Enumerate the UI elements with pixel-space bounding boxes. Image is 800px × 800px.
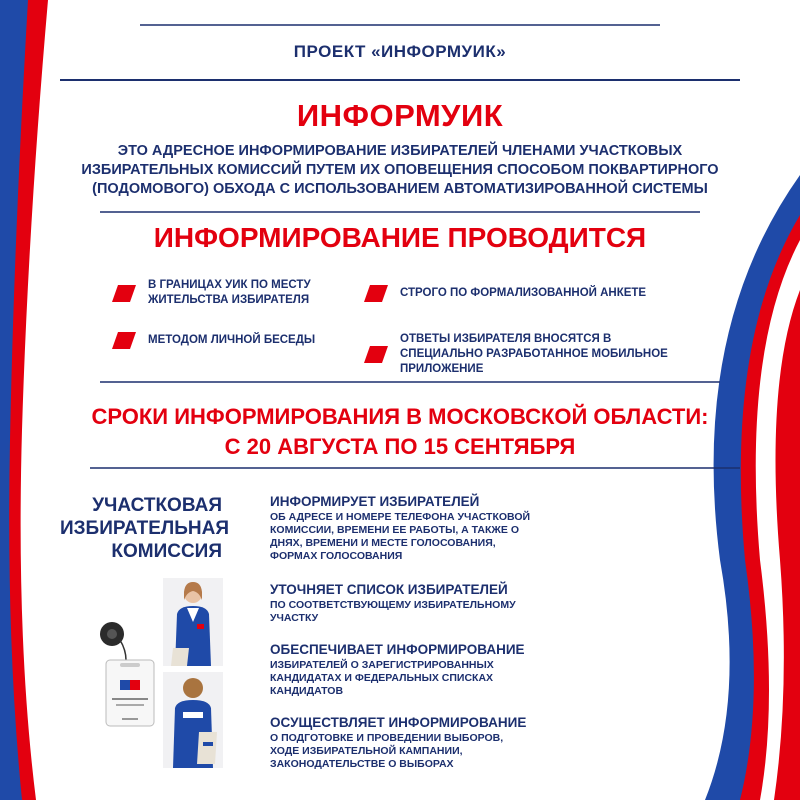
- deadline-line-2: С 20 АВГУСТА ПО 15 СЕНТЯБРЯ: [224, 434, 576, 459]
- duty-text: ИЗБИРАТЕЛЕЙ О ЗАРЕГИСТРИРОВАННЫХ КАНДИДАТАХ И ФЕДЕРАЛЬНЫХ СПИСКАХ КАНДИДАТОВ: [270, 659, 494, 697]
- deadline-line-1: СРОКИ ИНФОРМИРОВАНИЯ В МОСКОВСКОЙ ОБЛАСТИ:: [91, 404, 709, 429]
- conduct-item-text: ОТВЕТЫ ИЗБИРАТЕЛЯ ВНОСЯТСЯ В СПЕЦИАЛЬНО РАЗРАБОТАННОЕ МОБИЛЬНОЕ ПРИЛОЖЕНИЕ: [400, 333, 668, 375]
- red-parallelogram-bullet-icon: [364, 346, 388, 363]
- conduct-item-text: СТРОГО ПО ФОРМАЛИЗОВАННОЙ АНКЕТЕ: [400, 287, 647, 299]
- duty-item: [270, 715, 570, 771]
- duty-text: ОБ АДРЕСЕ И НОМЕРЕ ТЕЛЕФОНА УЧАСТКОВОЙ КОМИССИИ, ВРЕМЕНИ ЕЕ РАБОТЫ, А ТАКЖЕ О ДНЯХ, ВРЕМЕНИ И МЕСТЕ ГОЛОСОВАНИЯ, ФОРМАХ ГОЛОСОВАНИЯ: [270, 511, 531, 562]
- duty-title: ОБЕСПЕЧИВАЕТ ИНФОРМИРОВАНИЕ: [270, 642, 525, 657]
- volunteer-front-photo: [163, 578, 223, 666]
- volunteer-back-illustration: [163, 672, 223, 768]
- conduct-item-text: В ГРАНИЦАХ УИК ПО МЕСТУ ЖИТЕЛЬСТВА ИЗБИРАТЕЛЯ: [148, 279, 311, 306]
- volunteer-back-photo: [163, 672, 223, 768]
- red-parallelogram-bullet-icon: [112, 332, 136, 349]
- duty-item: [270, 582, 570, 625]
- conduct-item: [364, 332, 694, 377]
- red-parallelogram-bullet-icon: [364, 285, 388, 302]
- conduct-title: ИНФОРМИРОВАНИЕ ПРОВОДИТСЯ: [153, 222, 647, 253]
- conduct-item: [112, 332, 342, 349]
- conduct-item: [364, 285, 694, 302]
- duty-title: УТОЧНЯЕТ СПИСОК ИЗБИРАТЕЛЕЙ: [270, 582, 508, 597]
- duty-title: ИНФОРМИРУЕТ ИЗБИРАТЕЛЕЙ: [270, 494, 480, 509]
- duty-text: ПО СООТВЕТСТВУЮЩЕМУ ИЗБИРАТЕЛЬНОМУ УЧАСТКУ: [270, 599, 516, 624]
- duty-item: [270, 642, 570, 698]
- conduct-item: [112, 278, 342, 308]
- duty-item: [270, 494, 570, 563]
- conduct-item-text: МЕТОДОМ ЛИЧНОЙ БЕСЕДЫ: [148, 334, 316, 346]
- project-title: ПРОЕКТ «ИНФОРМУИК»: [293, 42, 507, 61]
- volunteer-front-illustration: [163, 578, 223, 666]
- duty-title: ОСУЩЕСТВЛЯЕТ ИНФОРМИРОВАНИЕ: [270, 715, 527, 730]
- red-parallelogram-bullet-icon: [112, 285, 136, 302]
- commission-title: УЧАСТКОВАЯ ИЗБИРАТЕЛЬНАЯ КОМИССИЯ: [60, 495, 230, 562]
- duty-text: О ПОДГОТОВКЕ И ПРОВЕДЕНИИ ВЫБОРОВ, ХОДЕ ИЗБИРАТЕЛЬНОЙ КАМПАНИИ, ЗАКОНОДАТЕЛЬСТВЕ О ВЫБОРАХ: [270, 732, 504, 770]
- badge-lanyard-icon: [92, 620, 162, 730]
- deadline-block: [60, 402, 740, 462]
- intro-description: ЭТО АДРЕСНОЕ ИНФОРМИРОВАНИЕ ИЗБИРАТЕЛЕЙ ЧЛЕНАМИ УЧАСТКОВЫХ ИЗБИРАТЕЛЬНЫХ КОМИССИЙ ПУТЕМ ИХ ОПОВЕЩЕНИЯ СПОСОБОМ ПОКВАРТИРНОГО (ПОДОМОВОГО) ОБХОДА С ИСПОЛЬЗОВАНИЕМ АВТОМАТИЗИРОВАННОЙ СИСТЕМЫ: [81, 143, 719, 197]
- intro-title: ИНФОРМУИК: [296, 98, 504, 133]
